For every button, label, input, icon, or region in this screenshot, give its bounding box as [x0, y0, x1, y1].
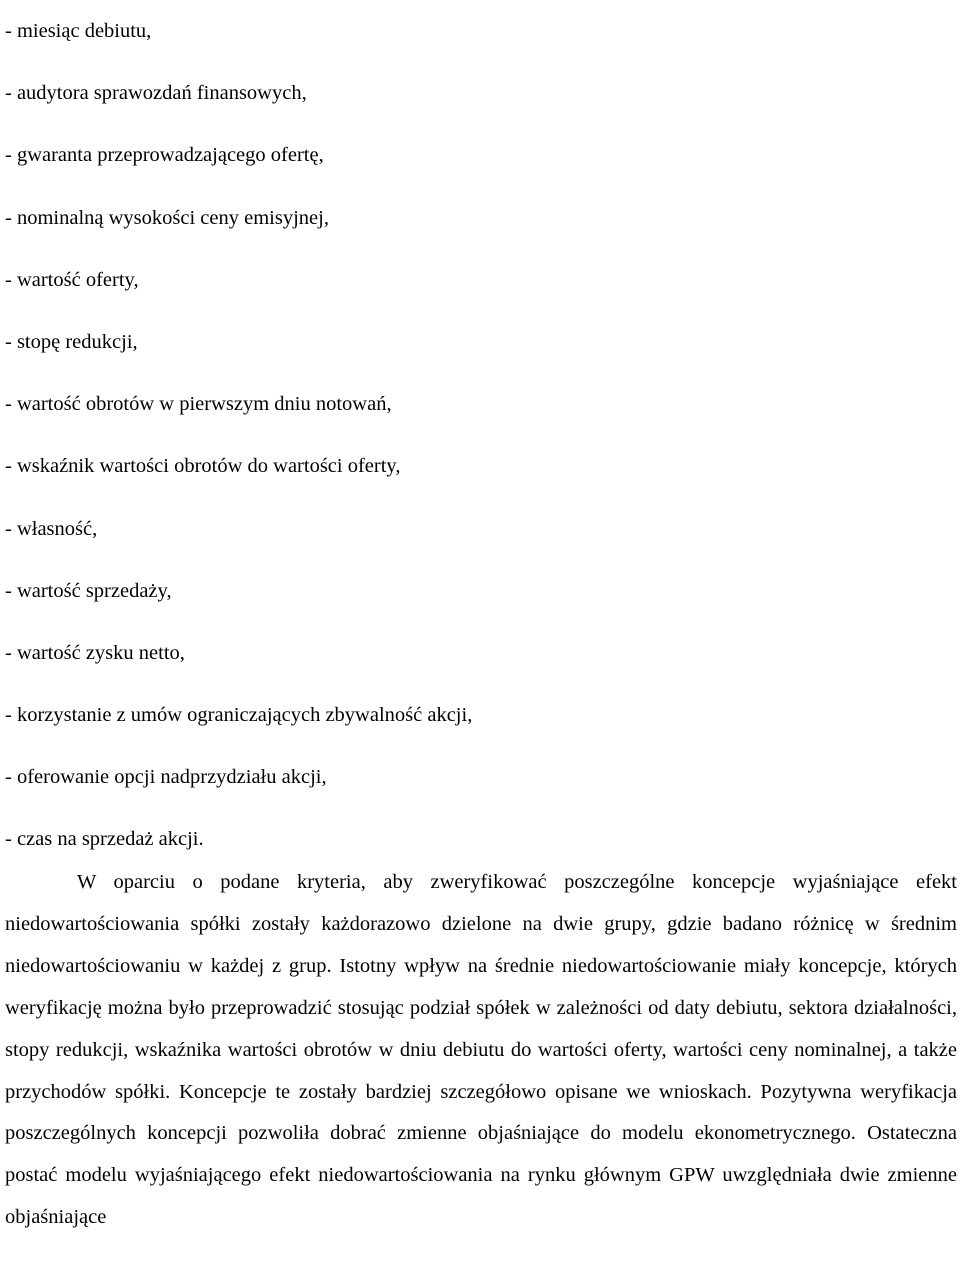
list-item: - nominalną wysokości ceny emisyjnej, — [5, 206, 329, 229]
list-item: - oferowanie opcji nadprzydziału akcji, — [5, 766, 327, 789]
body-paragraph: W oparciu o podane kryteria, aby zweryfikować poszczególne koncepcje wyjaśniające efekt niedowartościowania spółki zostały każdorazowo dzielone na dwie grupy, gdzie badano różnicę w średnim niedowartościowaniu w każdej z grup. Istotny wpływ na średnie niedowartościowanie miały koncepcje, których weryfikację można było przeprowadzić stosując podział spółek w zależności od daty debiutu, sektora działalności, stopy redukcji, wskaźnika wartości obrotów w dniu debiutu do wartości oferty, wartości ceny nominalnej, a także przychodów spółki. Koncepcje te zostały bardziej szczegółowo opisane we wnioskach. Pozytywna weryfikacja poszczególnych koncepcji pozwoliła dobrać zmienne objaśniające do modelu ekonometrycznego. Ostateczna postać modelu wyjaśniającego efekt niedowartościowania na rynku głównym GPW uwzględniała dwie zmienne objaśniające — [5, 871, 957, 1229]
list-item: - wartość zysku netto, — [5, 641, 185, 664]
list-item: - audytora sprawozdań finansowych, — [5, 82, 307, 105]
list-item: - czas na sprzedaż akcji. — [5, 828, 204, 851]
list-item: - gwaranta przeprowadzającego ofertę, — [5, 144, 324, 167]
list-item: - korzystanie z umów ograniczających zbywalność akcji, — [5, 704, 473, 727]
list-item: - stopę redukcji, — [5, 330, 138, 353]
list-item: - własność, — [5, 517, 98, 540]
list-item: - wskaźnik wartości obrotów do wartości oferty, — [5, 455, 401, 478]
list-item: - wartość obrotów w pierwszym dniu notowań, — [5, 393, 392, 416]
list-item: - wartość oferty, — [5, 268, 139, 291]
criteria-list — [5, 0, 945, 871]
list-item: - wartość sprzedaży, — [5, 579, 172, 602]
list-item: - miesiąc debiutu, — [5, 20, 152, 42]
